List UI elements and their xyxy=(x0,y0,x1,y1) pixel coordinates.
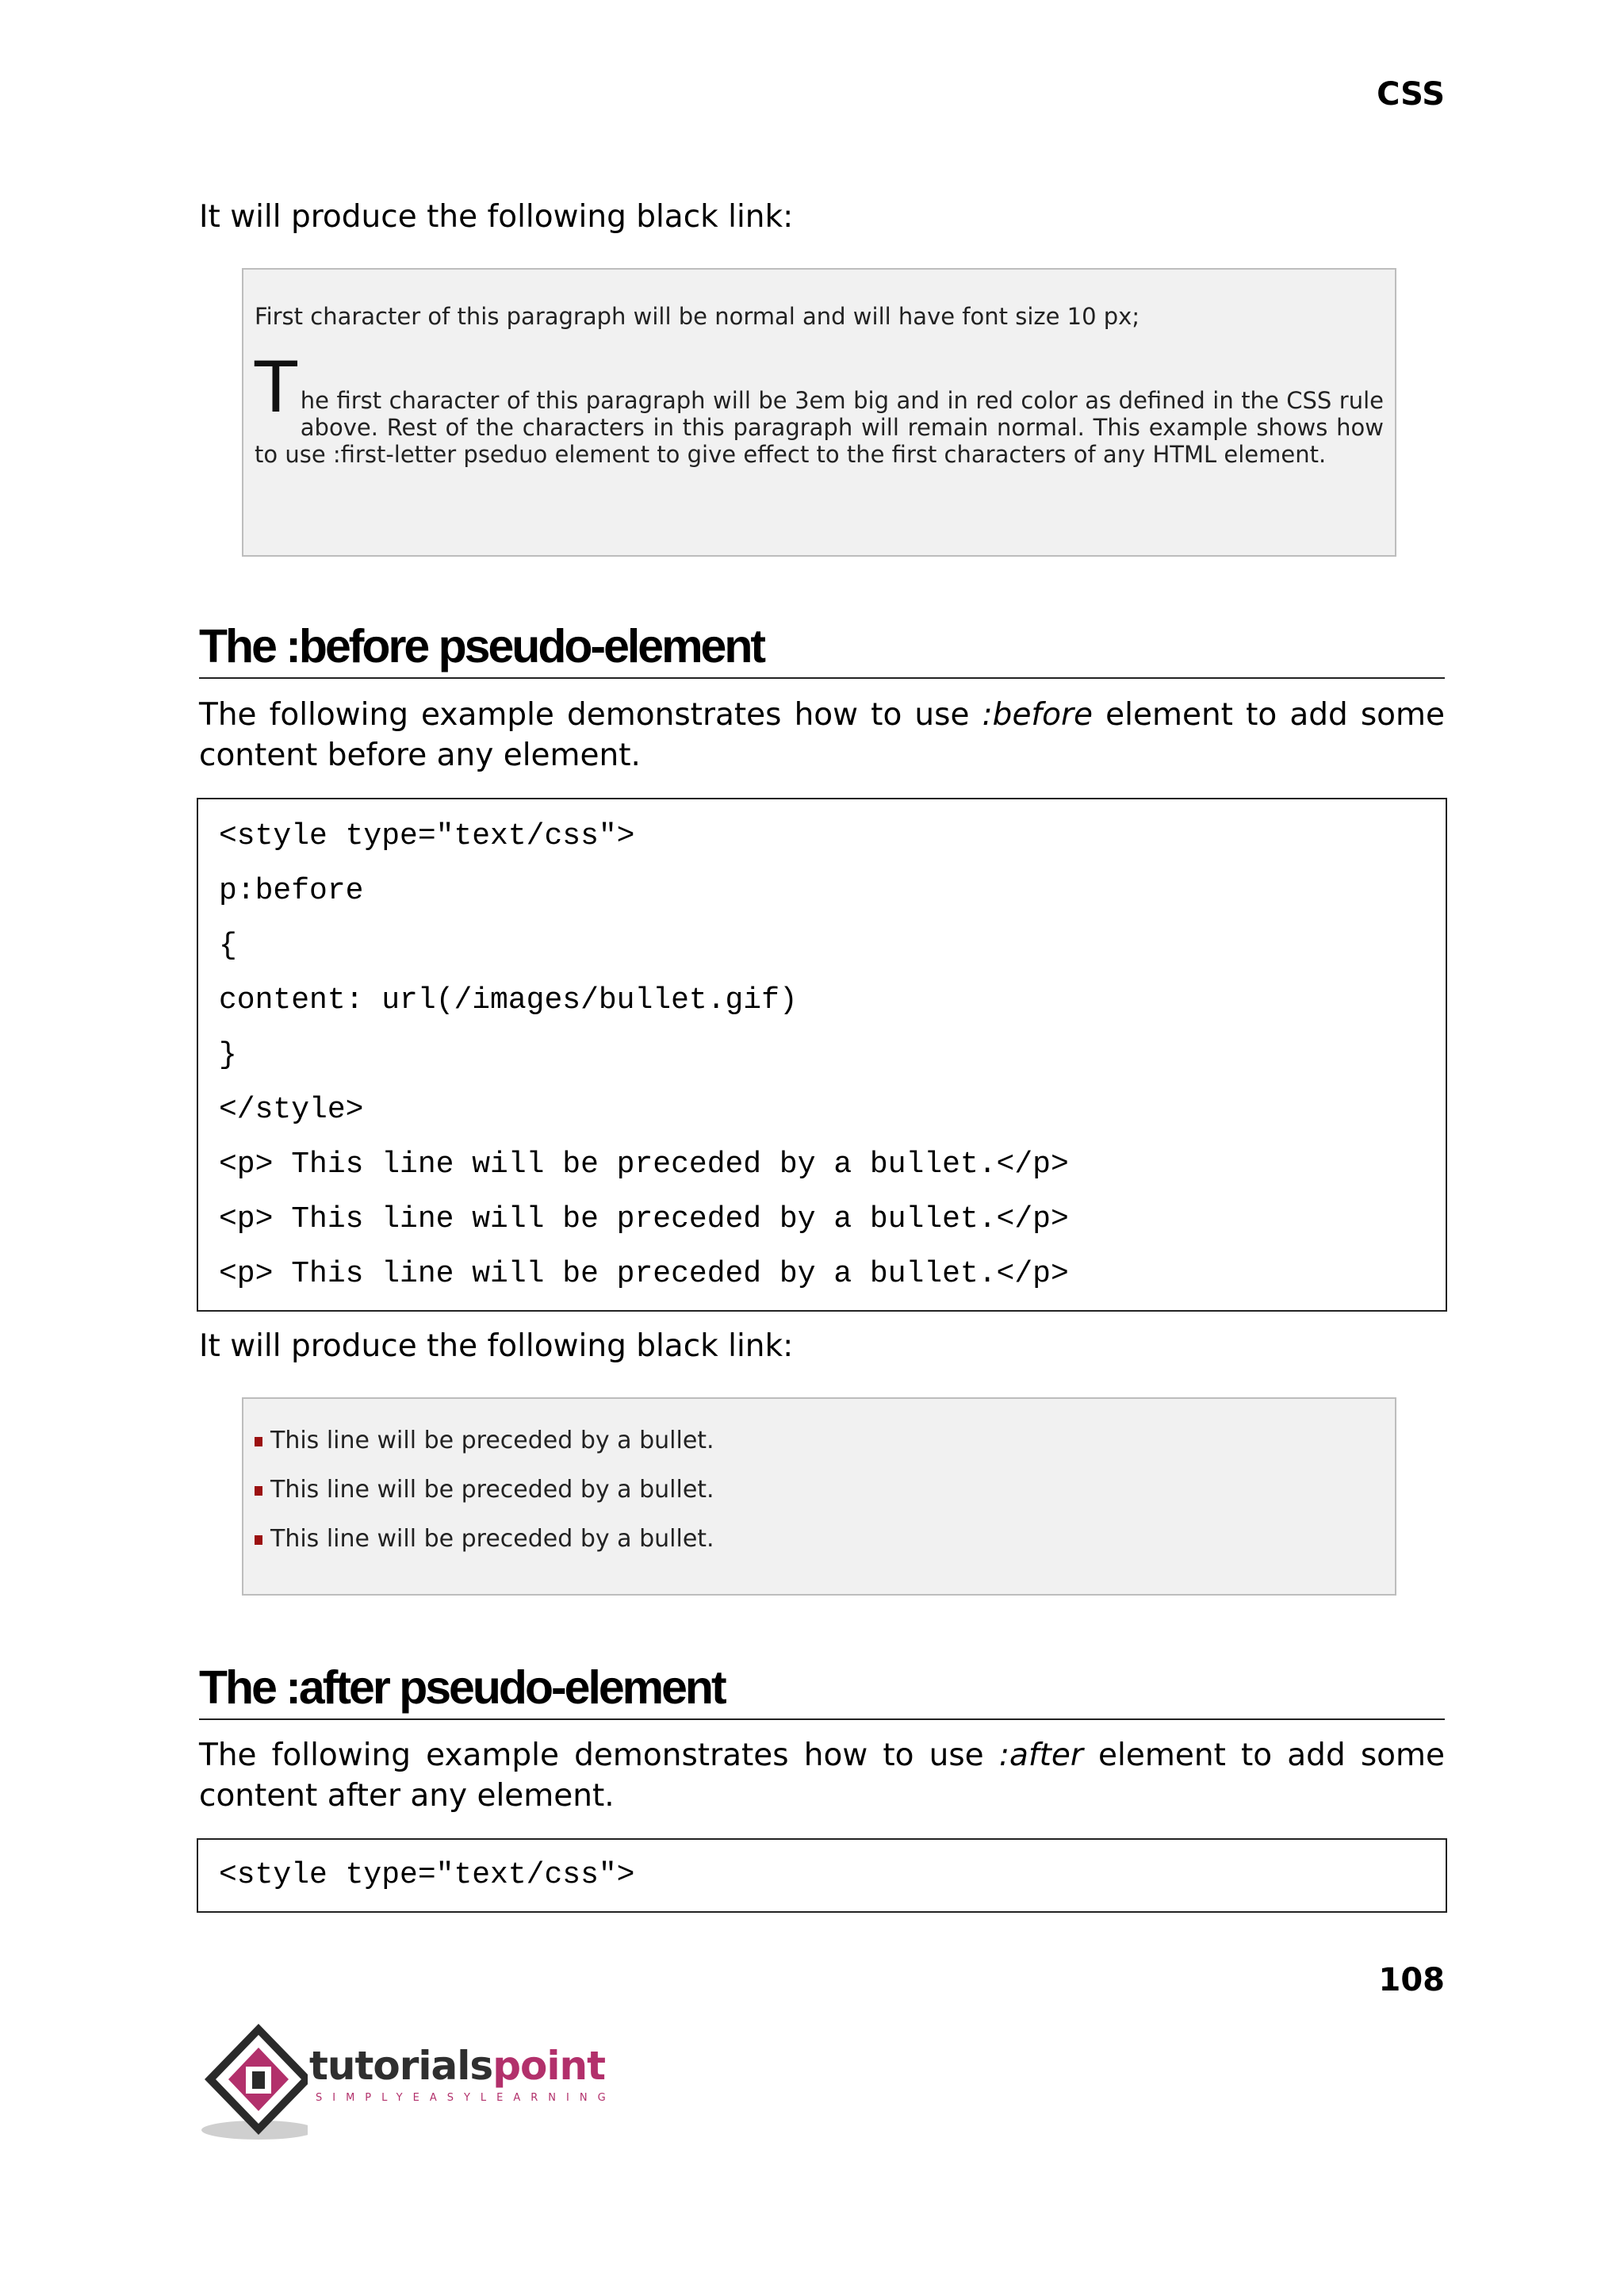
bullet-text: This line will be preceded by a bullet. xyxy=(270,1525,714,1553)
code-line: <style type="text/css"> xyxy=(219,819,635,853)
after-section-description xyxy=(199,1735,1445,1816)
code-line: { xyxy=(219,929,237,963)
before-section-heading: The :before pseudo-element xyxy=(199,619,1445,679)
code-line: } xyxy=(219,1038,237,1072)
before-description-pre: The following example demonstrates how to use xyxy=(199,697,982,733)
before-code-block xyxy=(197,798,1447,1312)
code-line: <p> This line will be preceded by a bullet.</p> xyxy=(219,1148,1069,1182)
normal-paragraph: First character of this paragraph will be normal and will have font size 10 px; xyxy=(255,303,1140,330)
output-screenshot-first-letter xyxy=(242,268,1396,557)
code-line: <p> This line will be preceded by a bullet.</p> xyxy=(219,1202,1069,1236)
logo-wordmark xyxy=(309,2043,605,2089)
page-number: 108 xyxy=(1378,1962,1445,1998)
logo-tagline: SIMPLYEASYLEARNING xyxy=(316,2092,616,2104)
intro-text: It will produce the following black link: xyxy=(199,199,794,235)
first-letter-paragraph xyxy=(255,347,1384,468)
after-description-pre: The following example demonstrates how to use xyxy=(199,1738,999,1773)
bullet-text: This line will be preceded by a bullet. xyxy=(270,1476,714,1504)
list-item xyxy=(243,1416,1395,1466)
output-screenshot-bullets xyxy=(242,1397,1396,1596)
list-item xyxy=(243,1515,1395,1564)
code-line: p:before xyxy=(219,874,364,908)
bullet-icon xyxy=(255,1535,262,1545)
code-line: content: url(/images/bullet.gif) xyxy=(219,983,798,1017)
logo-diamond-icon xyxy=(197,2021,308,2140)
bullet-icon xyxy=(255,1486,262,1496)
code-line: </style> xyxy=(219,1093,364,1127)
bullet-text: This line will be preceded by a bullet. xyxy=(270,1427,714,1454)
logo-wordmark-main: tutorials xyxy=(309,2043,493,2089)
section-header: CSS xyxy=(1377,76,1445,113)
tutorialspoint-logo xyxy=(197,2021,616,2140)
code-line: <style type="text/css"> xyxy=(219,1858,635,1892)
after-description-keyword: :after xyxy=(998,1738,1083,1773)
code-line: <p> This line will be preceded by a bullet.</p> xyxy=(219,1257,1069,1291)
first-letter-paragraph-text: he first character of this paragraph will be 3em big and in red color as defined in the CSS rule above. Rest of the characters in this paragraph will remain normal. This example shows how to use :first-letter pseduo element to give effect to the first characters of any HTML element. xyxy=(255,387,1384,468)
intro-text-2: It will produce the following black link: xyxy=(199,1328,794,1364)
logo-wordmark-accent: point xyxy=(492,2043,605,2089)
before-section-description xyxy=(199,695,1445,776)
after-code-block xyxy=(197,1838,1447,1913)
bullet-icon xyxy=(255,1437,262,1446)
before-description-post: element to add some content before any element. xyxy=(199,697,1445,773)
after-description-post: element to add some content after any element. xyxy=(199,1738,1445,1814)
after-section-heading: The :after pseudo-element xyxy=(199,1660,1445,1720)
before-description-keyword: :before xyxy=(982,697,1094,733)
list-item xyxy=(243,1466,1395,1515)
drop-cap-letter: T xyxy=(255,347,297,428)
